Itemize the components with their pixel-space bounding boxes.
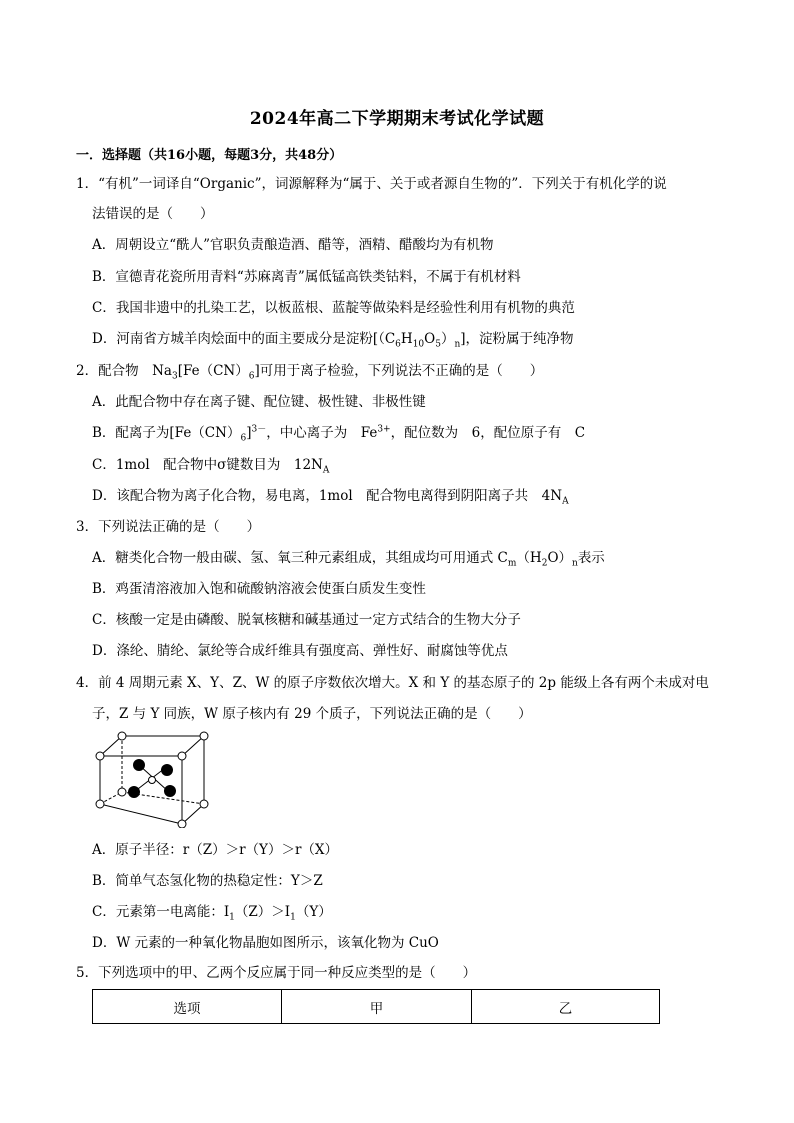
q2-b-text: ]: [246, 425, 252, 441]
q1-d-sub: 6: [395, 339, 401, 350]
q3-a-text: O）: [547, 550, 573, 566]
q1-d-sub: 5: [435, 339, 441, 350]
q2-option-c: [92, 456, 329, 474]
q2-c-text: C．1mol 配合物中σ键数目为 12N: [92, 457, 323, 473]
q2-d-sub: A: [562, 496, 569, 507]
q2-b-text: B．配离子为[Fe（CN）: [92, 425, 241, 441]
table-row: [93, 990, 660, 1024]
q3-option-d: D．涤纶、腈纶、氯纶等合成纤维具有强度高、弹性好、耐腐蚀等优点: [92, 643, 508, 659]
q2-option-d: [92, 487, 569, 505]
section-heading: 一．选择题（共16小题，每题3分，共48分）: [76, 148, 343, 163]
q3-a-text: （H: [516, 550, 542, 566]
q2-b-sup: 3+: [377, 424, 391, 435]
q4-stem-line2: 子，Z 与 Y 同族，W 原子核内有 29 个质子，下列说法正确的是（ ）: [92, 706, 532, 722]
q4-c-text: C．元素第一电离能：I: [92, 904, 230, 920]
q1-stem-line2: 法错误的是（ ）: [92, 206, 214, 222]
q5-stem: 5．下列选项中的甲、乙两个反应属于同一种反应类型的是（ ）: [76, 965, 477, 981]
q4-c-sub: 1: [229, 912, 235, 923]
q2-option-a: A．此配合物中存在离子键、配位键、极性键、非极性键: [92, 394, 426, 410]
q2-b-sup: 3－: [251, 424, 267, 435]
q3-a-sub: 2: [541, 558, 548, 569]
q1-d-sub: n: [454, 339, 461, 350]
q2-stem-text: ]可用于离子检验，下列说法不正确的是（ ）: [254, 363, 544, 379]
q2-c-sub: A: [322, 465, 330, 476]
q2-stem: [76, 362, 543, 380]
page-title: 2024年高二下学期期末考试化学试题: [249, 109, 545, 129]
q3-option-c: C．核酸一定是由磷酸、脱氧核糖和碱基通过一定方式结合的生物大分子: [92, 612, 521, 628]
table-header-cell: 甲: [282, 990, 472, 1024]
q3-stem: 3．下列说法正确的是（ ）: [76, 519, 261, 535]
q4-option-d: D．W 元素的一种氧化物晶胞如图所示，该氧化物为 CuO: [92, 935, 439, 951]
crystal-cell-diagram: [92, 728, 212, 828]
q2-stem-sub: 6: [248, 371, 255, 382]
q4-c-text: （Z）＞I: [234, 904, 291, 920]
q4-option-c: [92, 903, 332, 921]
q3-a-sub: n: [572, 558, 578, 569]
q4-option-a: A．原子半径：r（Z）＞r（Y）＞r（X）: [92, 842, 339, 858]
q1-d-text: ）: [440, 331, 455, 347]
table-header-cell: 选项: [93, 990, 282, 1024]
q1-stem-line1: 1．“有机”一词译自“Organic”，词源解释为“属于、关于或者源自生物的”．下列关于有机化学的说: [76, 176, 667, 192]
q3-a-sub: m: [507, 558, 517, 569]
q2-b-text: ，配位数为 6，配位原子有 C: [390, 425, 586, 441]
q2-option-b: [92, 424, 585, 442]
table-header-cell: 乙: [472, 990, 660, 1024]
q1-d-sub: 10: [412, 339, 425, 350]
q1-d-text: D．河南省方城羊肉烩面中的面主要成分是淀粉[（C: [92, 331, 396, 347]
q1-d-text: ]，淀粉属于纯净物: [460, 331, 574, 347]
q1-d-text: O: [424, 331, 436, 347]
q1-option-a: A．周朝设立“酰人”官职负责酿造酒、醋等，酒精、醋酸均为有机物: [92, 237, 494, 253]
q4-c-sub: 1: [290, 912, 296, 923]
q2-b-sub: 6: [240, 433, 247, 444]
q4-stem-line1: 4．前 4 周期元素 X、Y、Z、W 的原子序数依次增大。X 和 Y 的基态原子的 2p 能级上各有两个未成对电: [76, 675, 709, 691]
q3-option-b: B．鸡蛋清溶液加入饱和硫酸钠溶液会使蛋白质发生变性: [92, 581, 426, 597]
q3-option-a: [92, 549, 605, 567]
q1-option-c: C．我国非遗中的扎染工艺，以板蓝根、蓝靛等做染料是经验性利用有机物的典范: [92, 300, 575, 316]
q1-option-b: B．宣德青花瓷所用青料“苏麻离青”属低锰高铁类钴料，不属于有机材料: [92, 269, 521, 285]
q3-a-text: 表示: [577, 550, 605, 566]
q2-stem-sub: 3: [171, 371, 178, 382]
q2-stem-text: [Fe（CN）: [177, 363, 249, 379]
q2-d-text: D．该配合物为离子化合物，易电离，1mol 配合物电离得到阴阳离子共 4N: [92, 488, 563, 504]
q1-d-text: H: [400, 331, 413, 347]
q2-b-text: ，中心离子为 Fe: [266, 425, 378, 441]
q4-c-text: （Y）: [295, 904, 332, 920]
q1-option-d: [92, 330, 574, 348]
q5-table: [92, 989, 660, 1024]
q2-stem-text: 2．配合物 Na: [76, 363, 172, 379]
q3-a-text: A．糖类化合物一般由碳、氢、氧三种元素组成，其组成均可用通式 C: [92, 550, 508, 566]
q4-option-b: B．简单气态氢化物的热稳定性：Y＞Z: [92, 873, 323, 889]
